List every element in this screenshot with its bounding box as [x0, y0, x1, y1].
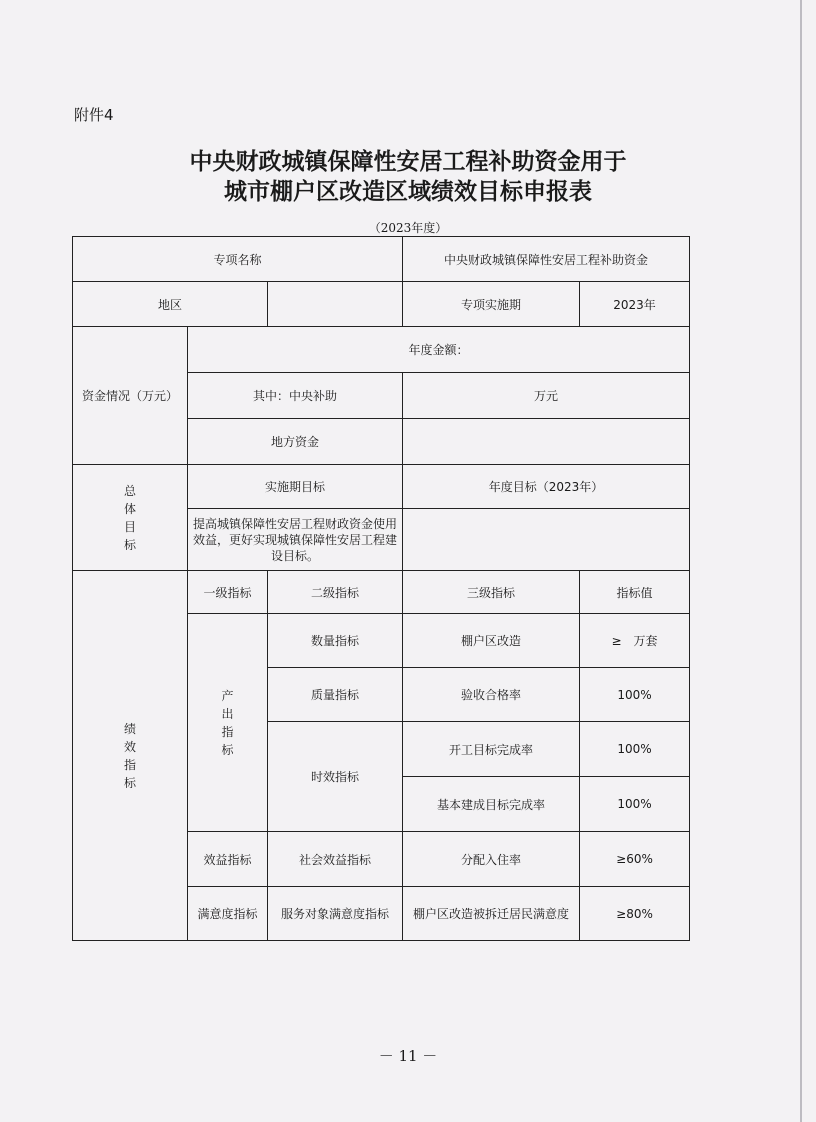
year-label: （2023年度）	[368, 221, 448, 235]
period-label: 专项实施期	[403, 282, 580, 327]
output-label	[188, 614, 268, 832]
table-row	[73, 327, 690, 373]
satisfaction-label: 满意度指标	[188, 887, 268, 941]
title-line2: 城市棚户区改造区域绩效目标申报表	[224, 178, 592, 205]
title-line1: 中央财政城镇保障性安居工程补助资金用于	[189, 148, 627, 175]
service-item: 棚户区改造被拆迁居民满意度	[403, 887, 580, 941]
start-value: 100%	[580, 722, 690, 777]
quality-item: 验收合格率	[403, 668, 580, 722]
attachment-label: 附件4	[74, 106, 114, 124]
table-row	[73, 571, 690, 614]
implementation-goal-text: 提高城镇保障性安居工程财政资金使用效益，更好实现城镇保障性安居工程建设目标。	[188, 509, 403, 571]
service-value: ≥80%	[580, 887, 690, 941]
table-row	[73, 465, 690, 509]
start-item: 开工目标完成率	[403, 722, 580, 777]
quality-value: 100%	[580, 668, 690, 722]
region-value	[268, 282, 403, 327]
implementation-goal-label: 实施期目标	[188, 465, 403, 509]
local-funds-value	[403, 419, 690, 465]
table-row	[73, 237, 690, 282]
performance-text: 绩 效 指 标	[123, 721, 136, 790]
funds-label: 资金情况（万元）	[73, 327, 188, 465]
benefit-label: 效益指标	[188, 832, 268, 887]
quantity-label: 数量指标	[268, 614, 403, 668]
performance-label	[73, 571, 188, 941]
project-name-label: 专项名称	[73, 237, 403, 282]
page-number: － 11 －	[378, 1047, 438, 1065]
overall-goal-label	[73, 465, 188, 571]
social-item: 分配入住率	[403, 832, 580, 887]
annual-goal-label: 年度目标（2023年）	[403, 465, 690, 509]
col-value: 指标值	[580, 571, 690, 614]
build-value: 100%	[580, 777, 690, 832]
social-value: ≥60%	[580, 832, 690, 887]
timeliness-label: 时效指标	[268, 722, 403, 832]
col-level3: 三级指标	[403, 571, 580, 614]
central-subsidy-value: 万元	[403, 373, 690, 419]
annual-goal-text	[403, 509, 690, 571]
col-level1: 一级指标	[188, 571, 268, 614]
quantity-item: 棚户区改造	[403, 614, 580, 668]
quality-label: 质量指标	[268, 668, 403, 722]
build-item: 基本建成目标完成率	[403, 777, 580, 832]
overall-goal-text: 总 体 目 标	[123, 483, 136, 552]
central-subsidy-label: 其中：中央补助	[188, 373, 403, 419]
region-label: 地区	[73, 282, 268, 327]
table-row	[73, 282, 690, 327]
quantity-value: ≥ 万套	[580, 614, 690, 668]
project-name-value: 中央财政城镇保障性安居工程补助资金	[403, 237, 690, 282]
social-label: 社会效益指标	[268, 832, 403, 887]
output-text: 产 出 指 标	[221, 688, 234, 757]
col-level2: 二级指标	[268, 571, 403, 614]
performance-table	[72, 236, 690, 941]
local-funds-label: 地方资金	[188, 419, 403, 465]
annual-amount-label: 年度金额：	[188, 327, 690, 373]
service-label: 服务对象满意度指标	[268, 887, 403, 941]
period-value: 2023年	[580, 282, 690, 327]
